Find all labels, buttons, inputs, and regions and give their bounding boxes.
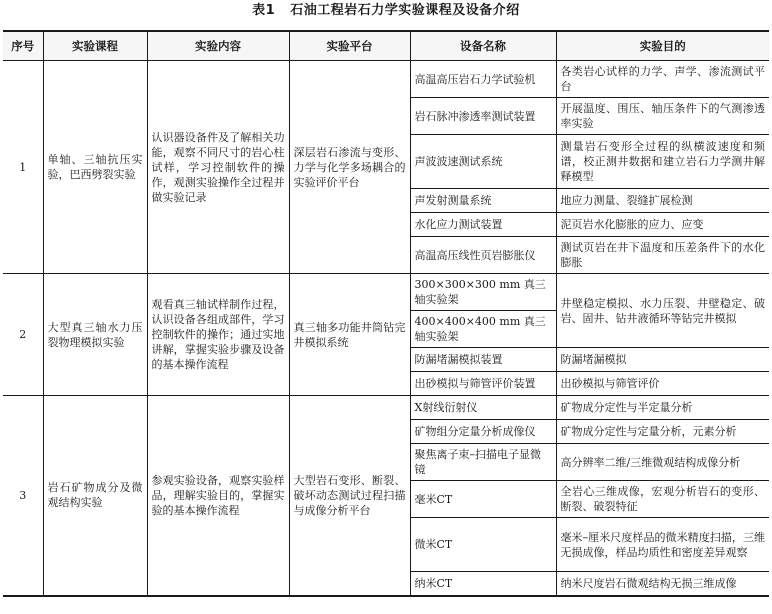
row-platform: 真三轴多功能井筒钻完井模拟系统 <box>289 274 410 396</box>
header-course: 实验课程 <box>43 31 147 61</box>
row-course: 岩石矿物成分及微观结构实验 <box>43 396 147 596</box>
header-purpose: 实验目的 <box>556 31 769 61</box>
header-content: 实验内容 <box>147 31 289 61</box>
row-purpose: 纳米尺度岩石微观结构无损三维成像 <box>556 572 769 596</box>
row-purpose: 毫米–厘米尺度样品的微米精度扫描，三维无损成像，样品均质性和密度差异观察 <box>556 518 769 572</box>
table-caption <box>0 0 772 22</box>
table-title: 石油工程岩石力学实验课程及设备介绍 <box>290 3 520 18</box>
row-purpose: 各类岩心试样的力学、声学、渗流测试平台 <box>556 61 769 98</box>
row-purpose: 井壁稳定模拟、水力压裂、井壁稳定、破岩、固井、钻井液循环等钻完井模拟 <box>556 274 769 348</box>
table-row <box>3 396 769 420</box>
row-purpose: 出砂模拟与筛管评价 <box>556 372 769 396</box>
row-index: 1 <box>3 61 43 274</box>
row-purpose: 矿物成分定性与半定量分析 <box>556 396 769 420</box>
header-row <box>3 31 769 61</box>
row-content: 参观实验设备，观察实验样品，理解实验目的，掌握实验的基本操作流程 <box>147 396 289 596</box>
row-purpose: 泥页岩水化膨胀的应力、应变 <box>556 213 769 237</box>
header-index: 序号 <box>3 31 43 61</box>
row-course: 大型真三轴水力压裂物理模拟实验 <box>43 274 147 396</box>
table-row <box>3 274 769 311</box>
row-purpose: 防漏堵漏模拟 <box>556 348 769 372</box>
row-purpose: 地应力测量、裂缝扩展检测 <box>556 189 769 213</box>
experiment-table <box>3 30 769 597</box>
row-device: 微米CT <box>410 518 556 572</box>
row-purpose: 测试页岩在井下温度和压差条件下的水化膨胀 <box>556 237 769 274</box>
row-device: 300×300×300 mm 真三轴实验架 <box>410 274 556 311</box>
header-device: 设备名称 <box>410 31 556 61</box>
row-platform: 大型岩石变形、断裂、破坏动态测试过程扫描与成像分析平台 <box>289 396 410 596</box>
row-index: 2 <box>3 274 43 396</box>
row-device: 水化应力测试装置 <box>410 213 556 237</box>
row-purpose: 测量岩石变形全过程的纵横波速度和频谱，校正测井数据和建立岩石力学测井解释模型 <box>556 135 769 189</box>
row-device: 矿物组分定量分析成像仪 <box>410 420 556 444</box>
table-row <box>3 61 769 98</box>
row-device: 聚焦离子束–扫描电子显微镜 <box>410 444 556 481</box>
row-device: 声波波速测试系统 <box>410 135 556 189</box>
row-device: 纳米CT <box>410 572 556 596</box>
row-device: 毫米CT <box>410 481 556 518</box>
row-device: 防漏堵漏模拟装置 <box>410 348 556 372</box>
row-content: 观看真三轴试样制作过程，认识设备各组成部件，学习控制软件的操作；通过实地讲解，掌握实验步骤及设备的基本操作流程 <box>147 274 289 396</box>
row-index: 3 <box>3 396 43 596</box>
row-device: 400×400×400 mm 真三轴实验架 <box>410 311 556 348</box>
row-purpose: 矿物成分定性与定量分析，元素分析 <box>556 420 769 444</box>
row-device: 声发射测量系统 <box>410 189 556 213</box>
row-device: 出砂模拟与筛管评价装置 <box>410 372 556 396</box>
row-device: X射线衍射仪 <box>410 396 556 420</box>
row-course: 单轴、三轴抗压实验，巴西劈裂实验 <box>43 61 147 274</box>
table-number: 表1 <box>252 3 276 18</box>
header-platform: 实验平台 <box>289 31 410 61</box>
row-device: 高温高压岩石力学试验机 <box>410 61 556 98</box>
row-device: 岩石脉冲渗透率测试装置 <box>410 98 556 135</box>
row-purpose: 高分辨率二维/三维微观结构成像分析 <box>556 444 769 481</box>
row-device: 高温高压线性页岩膨胀仪 <box>410 237 556 274</box>
row-platform: 深层岩石渗流与变形、力学与化学多场耦合的实验评价平台 <box>289 61 410 274</box>
row-purpose: 开展温度、围压、轴压条件下的气测渗透率实验 <box>556 98 769 135</box>
row-purpose: 全岩心三维成像，宏观分析岩石的变形、断裂、破裂特征 <box>556 481 769 518</box>
row-content: 认识器设备件及了解相关功能，观察不同尺寸的岩心柱试样，学习控制软件的操作，观测实验操作全过程并做实验记录 <box>147 61 289 274</box>
